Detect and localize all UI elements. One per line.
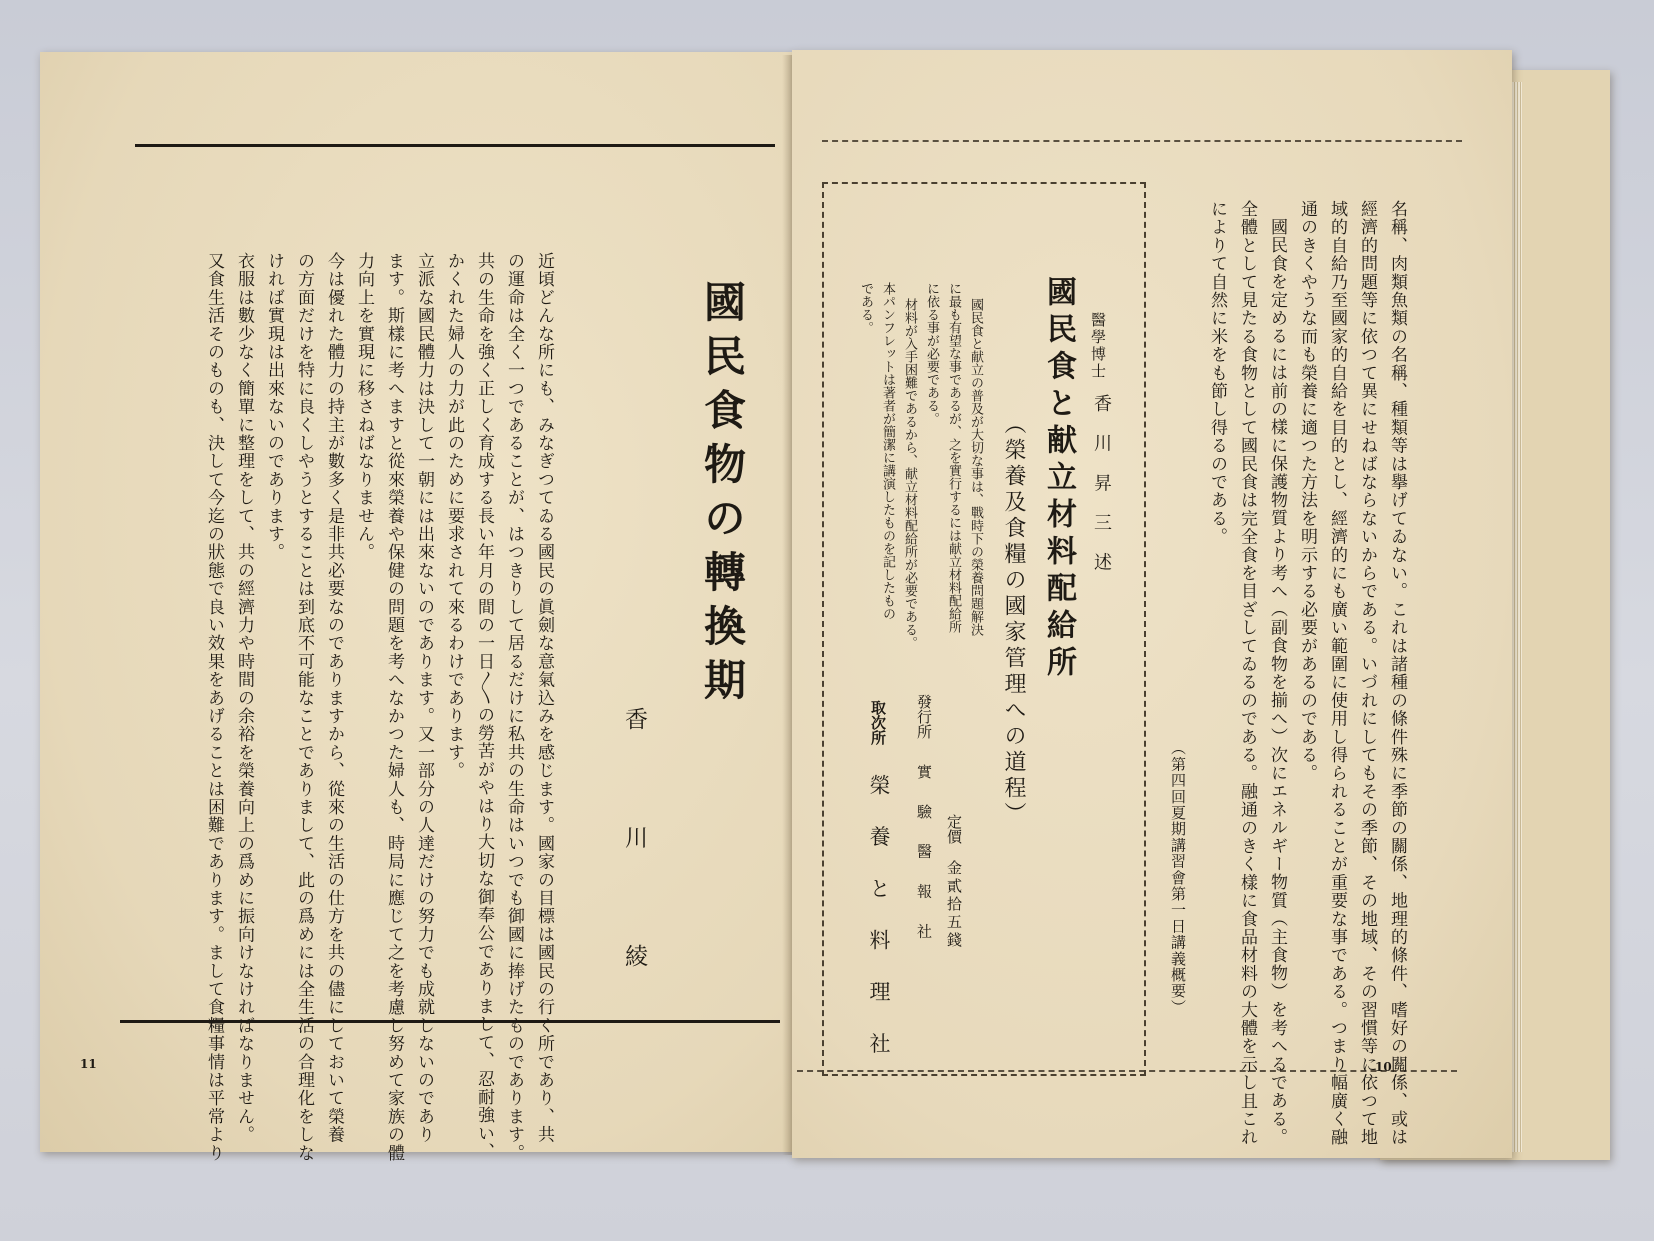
ad-desc-line: 國民食と献立の普及が大切な事は、戰時下の榮養問題解決	[968, 298, 983, 636]
body-column: 立派な國民體力は決して一朝には出來ないのであります。又一部分の人達だけの努力でも成就しないのであり	[414, 252, 434, 1144]
body-column: 近頃どんな所にも、みなぎつてゐる國民の眞劍な意氣込みを感じます。國家の目標は國民の行く所であり、共	[534, 252, 554, 1144]
advertisement-box	[822, 182, 1146, 1076]
body-column: 衣服は數少なく簡單に整理をして、共の經濟力や時間の余裕を榮養向上の爲めに振向けなければなりません。	[234, 252, 254, 1144]
top-wavy-rule	[822, 140, 1462, 142]
page-number: 10	[1375, 1060, 1392, 1074]
ad-price: 金貳拾五錢	[945, 860, 963, 950]
right-page	[792, 50, 1512, 1158]
ad-author: 香 川 昇 三 述	[1091, 394, 1112, 579]
ad-publisher: 實 驗 醫 報 社	[915, 764, 933, 949]
ad-desc-line: に最も有望な事であるが、之を實行するには献立材料配給所	[946, 282, 961, 633]
body-column: の運命は全く一つであることが、はつきりして居るだけに私共の生命はいつでも御國に捧げたものであります。	[504, 252, 524, 1162]
lecture-note: （第四回夏期講習會第一日講義概要）	[1169, 740, 1187, 1016]
body-column: かくれた婦人の力が此のために要求されて來るわけであります。	[444, 252, 464, 780]
top-rule	[135, 144, 775, 147]
ad-desc-line: 材料が入手困難であるから、献立材料配給所が必要である。	[902, 298, 917, 649]
ad-distributor: 榮 養 と 料 理 社	[867, 774, 891, 1066]
body-column: 經濟的問題等に依つて異にせねばならないからである。いづれにしてもその季節、その地域、その習慣等に依つて地	[1357, 200, 1377, 1147]
ad-subtitle: （榮養及食糧の國家管理への道程）	[1001, 412, 1026, 828]
ad-desc-line: 本パンフレットは著者が簡潔に講演したものを記したもの	[880, 282, 895, 620]
article-author: 香 川 綾	[621, 707, 647, 1011]
body-column: 通のきくやうな而も榮養に適つた方法を明示する必要があるのである。	[1297, 200, 1317, 783]
ad-title: 國民食と献立材料配給所	[1041, 276, 1076, 683]
body-column: 共の生命を強く正しく育成する長い年月の間の一日〳〵の勞苦がやはり大切な御奉公でありまして、忍耐強い、	[474, 252, 494, 1161]
body-column: 今は優れた體力の持主が數多く是非共必要なのでありますから、從來の生活の仕方を共の儘にしておいて榮養	[324, 252, 344, 1144]
body-column: 域的自給乃至國家的自給を目的とし、經濟的にも廣い範圍に使用し得られることが重要な事である。つまり幅廣く融	[1327, 200, 1347, 1147]
ad-distributor-label: 取次所	[869, 700, 887, 745]
ad-publisher-label: 發行所	[915, 694, 933, 739]
body-column: ます。斯樣に考へますと從來榮養や保健の問題を考へなかつた婦人も、時局に應じて之を考慮し努めて家族の體	[384, 252, 404, 1163]
page-number: 11	[80, 1057, 97, 1071]
ad-price-label: 定價	[945, 814, 963, 844]
body-column: 又食生活そのものも、決して今迄の狀態で良い效果をあげることは困難であります。まして食糧事情は平常より	[204, 252, 224, 1162]
ad-desc-line: に依る事が必要である。	[924, 282, 939, 425]
body-column: の方面だけを特に良くしやうとすることは到底不可能なことでありまして、此の爲めには全生活の合理化をしな	[294, 252, 314, 1162]
ad-author-title: 醫學博士	[1089, 312, 1107, 380]
body-column: ければ實現は出來ないのであります。	[264, 252, 284, 562]
body-column: 力向上を實現に移さねばなりません。	[354, 252, 374, 562]
article-title: 國民食物の轉換期	[698, 280, 747, 712]
ad-desc-line: である。	[858, 282, 873, 334]
body-column: によりて自然に米をも節し得るのである。	[1207, 200, 1227, 546]
body-column: 全體として見たる食物として國民食は完全食を目ざしてゐるのである。融通のきく樣に食品材料の大體を示し且これ	[1237, 200, 1257, 1147]
left-page	[40, 52, 792, 1163]
body-column: 名稱、肉類魚類の名稱、種類等は擧げてゐない。これは諸種の條件殊に季節の關係、地理的條件、嗜好の關係、或は	[1387, 200, 1407, 1147]
body-column: 國民食を定めるには前の樣に保護物質より考へ（副食物を揃へ）次にエネルギー物質（主食物）を考へるである。	[1267, 218, 1287, 1147]
